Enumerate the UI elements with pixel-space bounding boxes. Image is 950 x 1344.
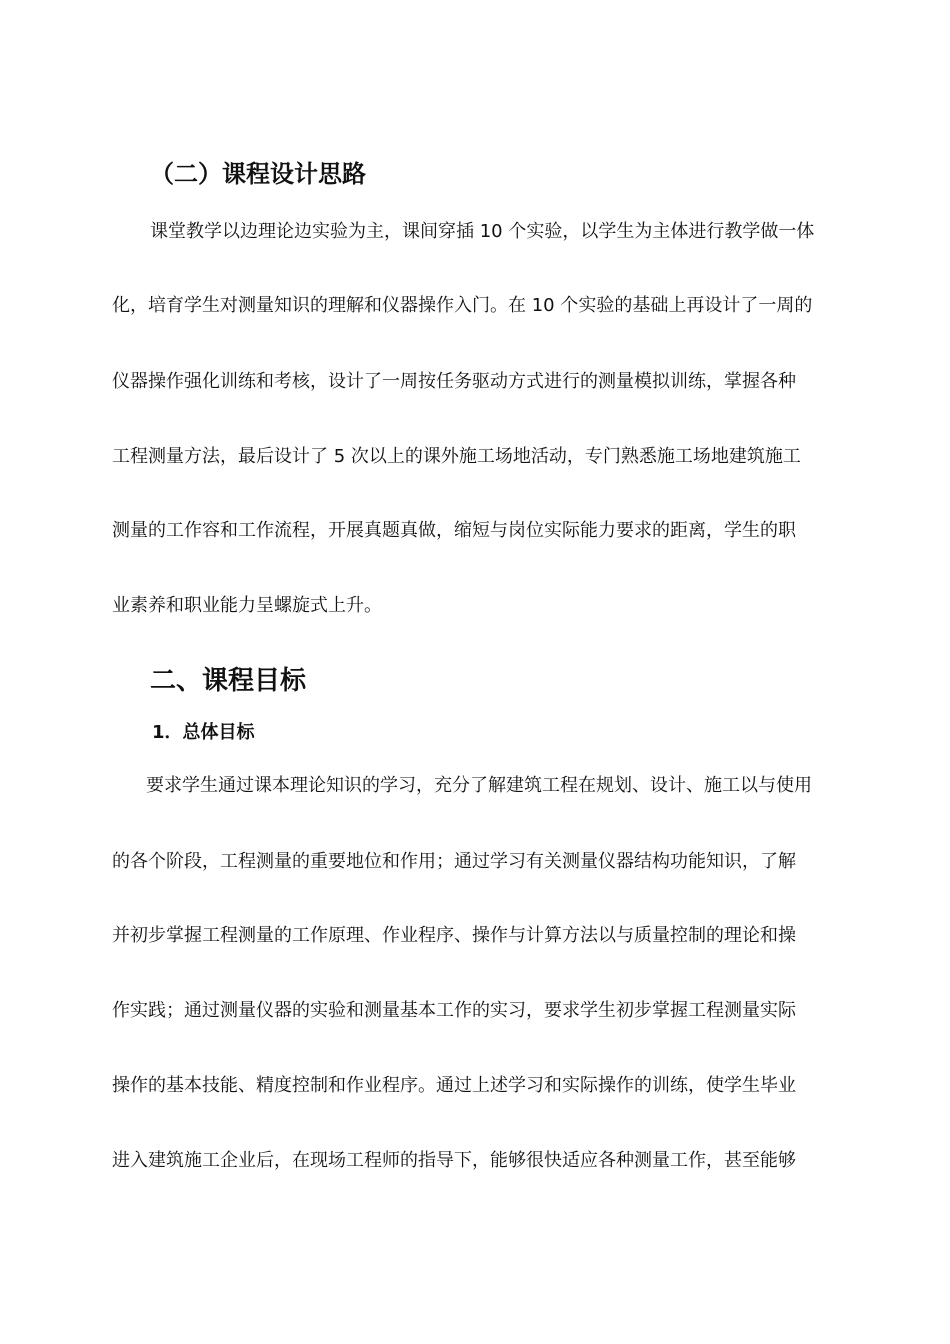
section-heading: （二）课程设计思路 — [150, 160, 366, 188]
paragraph-line: 操作的基本技能、精度控制和作业程序。通过上述学习和实际操作的训练，使学生毕业 — [112, 1075, 796, 1096]
paragraph-line: 并初步掌握工程测量的工作原理、作业程序、操作与计算方法以与质量控制的理论和操 — [112, 925, 796, 946]
paragraph-line: 作实践；通过测量仪器的实验和测量基本工作的实习，要求学生初步掌握工程测量实际 — [112, 1000, 796, 1021]
paragraph-line: 工程测量方法，最后设计了 5 次以上的课外施工场地活动，专门熟悉施工场地建筑施工 — [112, 446, 801, 467]
paragraph-line: 进入建筑施工企业后，在现场工程师的指导下，能够很快适应各种测量工作，甚至能够 — [112, 1150, 796, 1171]
paragraph-line: 的各个阶段，工程测量的重要地位和作用；通过学习有关测量仪器结构功能知识，了解 — [112, 851, 796, 872]
paragraph-line: 业素养和职业能力呈螺旋式上升。 — [112, 595, 382, 616]
paragraph-line: 仪器操作强化训练和考核，设计了一周按任务驱动方式进行的测量模拟训练，掌握各种 — [112, 371, 796, 392]
paragraph-line: 测量的工作容和工作流程，开展真题真做，缩短与岗位实际能力要求的距离，学生的职 — [112, 520, 796, 541]
chapter-heading: 二、课程目标 — [150, 666, 307, 696]
subheading-overall-goal: 1．总体目标 — [152, 722, 255, 743]
paragraph-line: 要求学生通过课本理论知识的学习，充分了解建筑工程在规划、设计、施工以与使用 — [146, 775, 812, 796]
paragraph-line: 课堂教学以边理论边实验为主，课间穿插 10 个实验，以学生为主体进行教学做一体 — [150, 221, 815, 242]
paragraph-line: 化，培育学生对测量知识的理解和仪器操作入门。在 10 个实验的基础上再设计了一周的 — [112, 295, 813, 316]
